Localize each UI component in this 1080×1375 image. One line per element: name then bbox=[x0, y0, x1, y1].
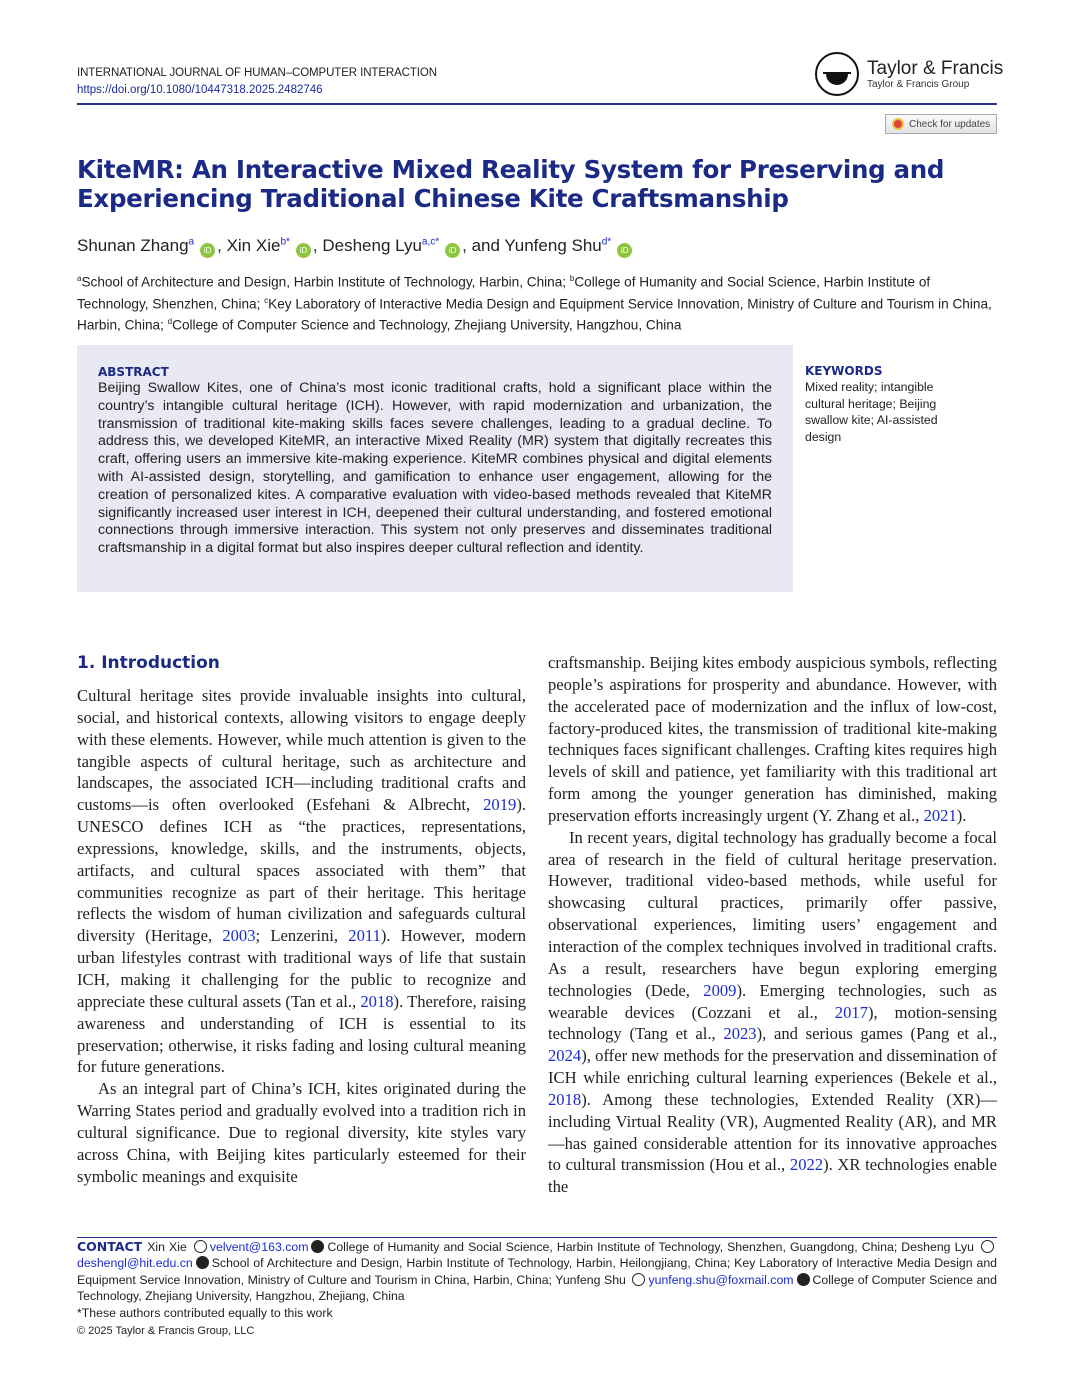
mail-icon bbox=[194, 1240, 207, 1253]
keywords-text: Mixed reality; intangible cultural heritage; Beijing swallow kite; AI-assisted design bbox=[805, 380, 938, 444]
affiliation-mark: d bbox=[167, 317, 173, 327]
body-text: ). Therefore, raising awareness and understanding of ICH is essential to its preservation; otherwise, it risks fading and losing cultural meaning for future generations. bbox=[77, 991, 527, 1077]
citation-link[interactable]: 2019 bbox=[483, 795, 517, 815]
contact-text: School of Architecture and Design, Harbin Institute of Technology, Harbin, Heilongjiang, China; Key Laboratory of Interactive Media Design and Equipment Service Innovation, Ministry of Culture and Tourism in China, Harbin, China; Yunfeng Shu bbox=[77, 1256, 997, 1287]
body-text: ). XR technologies enable the bbox=[548, 1155, 997, 1197]
abstract-box bbox=[77, 345, 793, 592]
publisher-name: Taylor & Francis bbox=[867, 57, 1004, 79]
author-name: Shunan Zhang bbox=[77, 236, 189, 255]
paragraph bbox=[77, 685, 526, 1078]
paragraph bbox=[77, 1078, 526, 1187]
citation-link[interactable]: 2024 bbox=[548, 1046, 582, 1066]
affiliation-text: College of Humanity and Social Science, Harbin Institute of Technology, Shenzhen, China; bbox=[77, 274, 931, 312]
author-name: Xin Xie bbox=[226, 236, 281, 255]
publisher-lamp-icon bbox=[815, 52, 859, 96]
contact-label: CONTACT bbox=[77, 1239, 148, 1254]
body-text: ), offer new methods for the preservation and dissemination of ICH while enriching cultural learning experiences (Bekele et al., bbox=[548, 1046, 997, 1088]
orcid-icon[interactable]: iD bbox=[617, 243, 632, 258]
equal-contribution-note: *These authors contributed equally to this work bbox=[77, 1305, 333, 1320]
body-text: ). Emerging technologies, such as wearable devices (Cozzani et al., bbox=[548, 980, 997, 1022]
affiliation-text: Key Laboratory of Interactive Media Design and Equipment Service Innovation, Ministry of Culture and Tourism in China, Harbin, China; bbox=[77, 296, 992, 333]
mail-icon bbox=[632, 1273, 645, 1286]
section-heading: 1. Introduction bbox=[77, 653, 220, 673]
author-affiliation-mark: b* bbox=[280, 236, 290, 248]
mail-icon bbox=[981, 1240, 994, 1253]
body-text: ). UNESCO defines ICH as “the practices, representations, expressions, knowledge, skills, and the instruments, objects, artifacts, and cultural spaces associated with them” that communities recognize as part of their heritage. This heritage reflects the wisdom of human civilization and safeguards cultural diversity (Heritage, bbox=[77, 795, 526, 946]
orcid-icon[interactable]: iD bbox=[296, 243, 311, 258]
body-text: ; Lenzerini, bbox=[255, 926, 349, 946]
email-link[interactable]: velvent@163.com bbox=[209, 1240, 309, 1254]
body-text: ), motion-sensing technology (Tang et al., bbox=[548, 1002, 997, 1044]
author-separator: , and bbox=[462, 236, 505, 255]
affiliations bbox=[77, 270, 997, 335]
affiliation-mark: c bbox=[264, 295, 269, 305]
contact-info bbox=[77, 1239, 997, 1321]
citation-link[interactable]: 2021 bbox=[923, 805, 957, 825]
address-icon bbox=[196, 1256, 209, 1269]
header-divider bbox=[77, 103, 997, 105]
address-icon bbox=[311, 1240, 324, 1253]
citation-link[interactable]: 2022 bbox=[789, 1155, 824, 1175]
body-text: craftsmanship. Beijing kites embody auspicious symbols, reflecting people’s aspirations for prosperity and abundance. However, with the accelerated pace of modernization and the influx of low-cost, factory-produced kites, the transmission of traditional kite-making techniques faces significant challenges. Crafting kites requires high levels of skill and patience, yet familiarity with this traditional art form among the younger generation has diminished, making preservation efforts increasingly urgent (Y. Zhang et al., bbox=[548, 653, 997, 825]
publisher-logo bbox=[815, 52, 1003, 96]
paragraph bbox=[548, 827, 997, 1198]
contact-text: Xin Xie bbox=[147, 1240, 191, 1254]
citation-link[interactable]: 2023 bbox=[723, 1024, 757, 1044]
body-text: ), and serious games (Pang et al., bbox=[756, 1024, 997, 1044]
contact-text: College of Computer Science and Technology, Zhejiang University, Hangzhou, Zhejiang, China bbox=[77, 1272, 997, 1304]
publisher-group: Taylor & Francis Group bbox=[867, 78, 970, 90]
email-link[interactable]: yunfeng.shu@foxmail.com bbox=[648, 1272, 794, 1287]
citation-link[interactable]: 2018 bbox=[548, 1089, 582, 1109]
paragraph bbox=[548, 652, 997, 827]
citation-link[interactable]: 2003 bbox=[222, 926, 256, 946]
citation-link[interactable]: 2009 bbox=[703, 980, 737, 1000]
keywords-label: KEYWORDS bbox=[805, 364, 883, 378]
paper-title: KiteMR: An Interactive Mixed Reality System for Preserving and Experiencing Traditional Chinese Kite Craftsmanship bbox=[77, 155, 945, 213]
citation-link[interactable]: 2011 bbox=[348, 926, 381, 946]
affiliation-text: School of Architecture and Design, Harbin Institute of Technology, Harbin, China; bbox=[81, 274, 570, 290]
orcid-icon[interactable]: iD bbox=[445, 243, 460, 258]
body-text: ). Among these technologies, Extended Reality (XR)—including Virtual Reality (VR), Augmented Reality (AR), and MR—has gained considerable attention for its innovative approaches to cultural transmission (Hou et al., bbox=[548, 1089, 997, 1175]
email-link[interactable]: deshengl@hit.edu.cn bbox=[77, 1256, 193, 1271]
author-separator: , bbox=[217, 236, 227, 255]
abstract-label: ABSTRACT bbox=[98, 365, 169, 379]
contact-text: College of Humanity and Social Science, Harbin Institute of Technology, Shenzhen, Guangdong, China; Desheng Lyu bbox=[327, 1240, 978, 1254]
abstract-text: Beijing Swallow Kites, one of China’s most iconic traditional crafts, hold a significant place within the country’s intangible cultural heritage (ICH). However, with rapid modernization and urbanization, the transmission of traditional kite-making skills faces severe challenges, leading to a gradual decline. To address this, we developed KiteMR, an interactive Mixed Reality (MR) system that digitally recreates this craft, offering users an immersive kite-making experience. KiteMR combines physical and digital elements with AI-assisted design, storytelling, and gamification to enhance user engagement, allowing for the creation of personalized kites. A comparative evaluation with video-based methods revealed that KiteMR significantly increased user interest in ICH, deepened their cultural understanding, and fostered emotional connections through immersive interaction. This system not only preserves and disseminates traditional craftsmanship in a digital format but also inspires deeper cultural reflection and identity. bbox=[98, 380, 772, 557]
body-text: ). bbox=[956, 805, 967, 825]
author-list bbox=[77, 236, 634, 258]
citation-link[interactable]: 2017 bbox=[834, 1002, 868, 1022]
author-affiliation-mark: a bbox=[188, 236, 195, 248]
left-column bbox=[77, 685, 526, 1187]
journal-name: INTERNATIONAL JOURNAL OF HUMAN–COMPUTER INTERACTION bbox=[77, 67, 437, 79]
check-updates-button[interactable] bbox=[885, 114, 997, 134]
author-affiliation-mark: d* bbox=[601, 236, 612, 248]
author-name: Desheng Lyu bbox=[322, 236, 422, 255]
author-separator: , bbox=[312, 236, 323, 255]
affiliation-mark: a bbox=[77, 274, 82, 283]
orcid-icon[interactable]: iD bbox=[200, 243, 215, 258]
body-text: ). However, modern urban lifestyles contrast with traditional ways of life that sustain ICH, making it challenging for the public to recognize and appreciate these cultural assets (Tan et al., bbox=[77, 926, 526, 1011]
author-affiliation-mark: a,c* bbox=[421, 236, 440, 248]
address-icon bbox=[797, 1273, 810, 1286]
footer-divider bbox=[77, 1237, 997, 1238]
author-name: Yunfeng Shu bbox=[504, 236, 602, 255]
crossmark-icon bbox=[892, 118, 904, 130]
keywords-block bbox=[805, 364, 965, 445]
doi-link[interactable]: https://doi.org/10.1080/10447318.2025.2482746 bbox=[77, 84, 323, 96]
affiliation-mark: b bbox=[569, 274, 575, 283]
copyright: © 2025 Taylor & Francis Group, LLC bbox=[77, 1325, 255, 1337]
body-text: As an integral part of China’s ICH, kites originated during the Warring States period and gradually evolved into a tradition rich in cultural significance. Due to regional diversity, kite styles vary across China, with Beijing kites particularly esteemed for their symbolic meanings and exquisite bbox=[77, 1079, 526, 1186]
right-column bbox=[548, 652, 997, 1198]
affiliation-text: College of Computer Science and Technology, Zhejiang University, Hangzhou, China bbox=[172, 317, 682, 333]
citation-link[interactable]: 2018 bbox=[360, 991, 394, 1011]
body-text: In recent years, digital technology has gradually become a focal area of research in the field of cultural heritage preservation. However, traditional video-based methods, while useful for showcasing cultural practices, primarily offer passive, observational experiences, limiting users’ engagement and interaction of the complex techniques involved in traditional crafts. As a result, researchers have begun exploring emerging technologies (Dede, bbox=[548, 827, 997, 1000]
check-updates-label: Check for updates bbox=[909, 118, 991, 130]
body-text: Cultural heritage sites provide invaluable insights into cultural, social, and historical contexts, allowing visitors to engage deeply with these elements. However, while much attention is given to the tangible aspects of cultural heritage, such as architecture and landscapes, the associated ICH—including traditional crafts and customs—is often overlooked (Esfehani & Albrecht, bbox=[77, 686, 526, 815]
